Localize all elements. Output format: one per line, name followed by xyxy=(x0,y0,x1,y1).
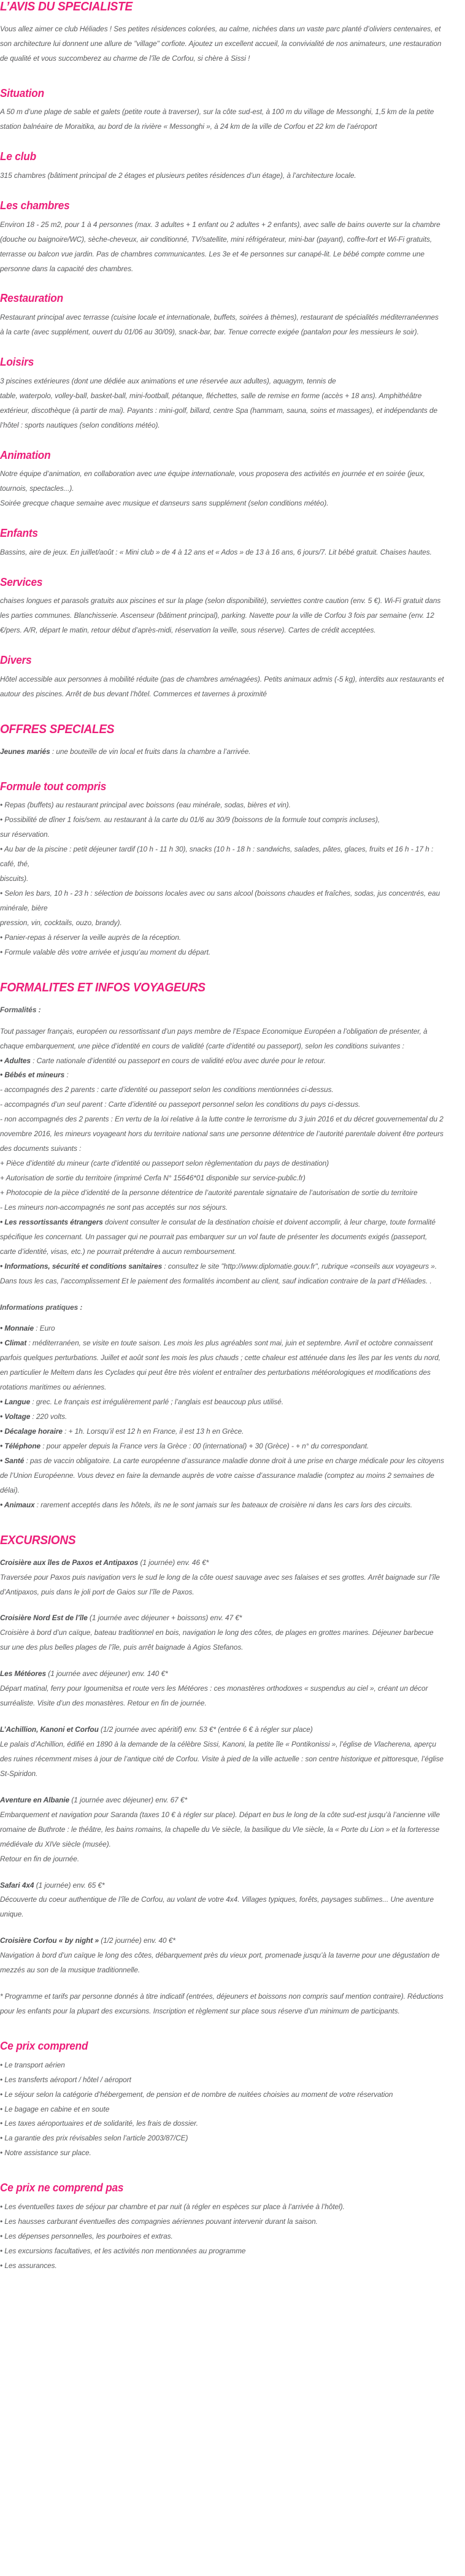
section-title-divers: Divers xyxy=(0,653,32,667)
section-title-ne-comprend-pas: Ce prix ne comprend pas xyxy=(0,2181,124,2194)
information-pratique-lead: • Voltage xyxy=(0,1412,31,1421)
information-pratique-rest: : méditerranéen, se visite en toute saison. Les mois les plus agréables sont mai, juin et septembre. Avril et octobre connaissent parfois quelques perturbations. Juillet et août sont les mois les plus chauds ; cette chaleur est atténuée dans les îles par les vents du nord, en particulier le Meltem dans les Cyclades qui peut être très violent et entraîner des perturbations météorologiques et modifications des rotations maritimes ou aériennes. xyxy=(0,1339,441,1392)
information-pratique-item xyxy=(0,1454,444,1498)
spacer xyxy=(0,2274,465,2290)
spacer xyxy=(0,1867,465,1878)
information-pratique-item xyxy=(0,1395,444,1410)
section-ce-prix-comprend xyxy=(0,2040,465,2161)
excursion-name: Aventure en Albanie xyxy=(0,1795,70,1804)
chambres-text: Environ 18 - 25 m2, pour 1 à 4 personnes (max. 3 adultes + 1 enfant ou 2 adultes + 2 enfants), avec salle de bains ouverte sur la chambre (douche ou baignoire/WC), sèche-cheveux, air conditionné, TV/satellite, mini réfrigérateur, mini-bar (payant), coffre-fort et Wi-Fi gratuits, terrasse ou balcon vue jardin. Pas de chambres communicantes. Les 3e et 4e personnes sur canapé-lit. Le bébé compte comme une personne dans la capacité des chambres. xyxy=(0,220,440,273)
spacer xyxy=(0,1315,465,1321)
excursion-heading xyxy=(0,1934,444,1948)
excursion-meta: (1 journée avec déjeuner) env. 140 €* xyxy=(46,1669,168,1678)
formule-bullet: biscuits). xyxy=(0,874,29,883)
loisirs-line-2: table, waterpolo, volley-ball, basket-ball, mini-football, pétanque, fléchettes, salle de remise en forme (accès + 18 ans). Amphithéâtre extérieur, discothèque (à partir de mai). Payants : mini-golf, billard, centre Spa (hammam, sauna, soins et massages), et indépendants de l’hôtel : sports nautiques (selon conditions météo). xyxy=(0,391,438,429)
formule-bullet: • Formule valable dès votre arrivée et jusqu’au moment du départ. xyxy=(0,947,211,956)
divers-text: Hôtel accessible aux personnes à mobilité réduite (pas de chambres aménagées). Petits animaux admis (-5 kg), interdits aux restaurants et autour des piscines. Arrêt de bus devant l’hôtel. Commerces et tavernes à proximité xyxy=(0,674,444,698)
section-title-animation: Animation xyxy=(0,448,51,461)
section-animation xyxy=(0,449,465,512)
restauration-line-2: à la carte (avec supplément, ouvert du 01/06 au 30/09), snack-bar, bar. Tenue correcte exigée (pantalon pour les messieurs le soir). xyxy=(0,328,419,337)
formule-bullet-list xyxy=(0,798,465,959)
informations-pratiques-list xyxy=(0,1321,465,1512)
formalites-etrangers-rest: doivent consulter le consulat de la destination choisie et doivent accomplir, à leur charge, toute formalité spécifique les concernant. Un passager qui ne pourrait pas embarquer sur un vol faute de présenter les documents exigés (passeport, carte d’identité, visas, etc.) ne pourrait prétendre à aucun remboursement. xyxy=(0,1217,436,1256)
formalites-bebes-item: + Autorisation de sortie du territoire (imprimé Cerfa N° 15646*01 disponible sur service-public.fr) xyxy=(0,1174,306,1183)
excursion-item xyxy=(0,1723,465,1782)
comprend-list xyxy=(0,2058,465,2161)
section-title-enfants: Enfants xyxy=(0,526,38,540)
information-pratique-rest: : rarement acceptés dans les hôtels, ils ne le sont jamais sur les bateaux de croisière ni dans les cars lors des circuits. xyxy=(34,1500,413,1509)
formalites-bebes-lead: • Bébés et mineurs xyxy=(0,1071,65,1080)
section-title-services: Services xyxy=(0,575,43,588)
excursion-heading xyxy=(0,1723,444,1737)
formalites-adultes-rest: : Carte nationale d’identité ou passeport en cours de validité et/ou avec durée pour le retour. xyxy=(30,1056,326,1065)
formalites-infos-lead: • Informations, sécurité et conditions sanitaires xyxy=(0,1261,163,1271)
formalites-adultes-lead: • Adultes xyxy=(0,1056,31,1065)
information-pratique-item xyxy=(0,1336,444,1395)
information-pratique-rest: : pour appeler depuis la France vers la Grèce : 00 (international) + 30 (Grèce) - + n° du correspondant. xyxy=(40,1441,369,1450)
formalites-bebes-item: + Photocopie de la pièce d’identité de la personne détentrice de l’autorité parentale signataire de l’autorisation de sortie du territoire xyxy=(0,1188,418,1197)
section-formalites xyxy=(0,981,465,1513)
excursion-name: Safari 4x4 xyxy=(0,1880,34,1890)
section-title-formalites: FORMALITES ET INFOS VOYAGEURS xyxy=(0,980,206,994)
excursion-heading xyxy=(0,1667,444,1682)
information-pratique-lead: • Décalage horaire xyxy=(0,1427,63,1436)
animation-line-2: Soirée grecque chaque semaine avec musique et danseurs sans supplément (selon conditions météo). xyxy=(0,499,329,508)
formule-bullet: pression, vin, cocktails, ouzo, brandy). xyxy=(0,918,122,927)
section-title-avis: L’AVIS DU SPECIALISTE xyxy=(0,0,133,13)
excursion-name: Croisière aux îles de Paxos et Antipaxos xyxy=(0,1558,139,1567)
excursion-meta: (1/2 journée avec apéritif) env. 53 €* (entrée 6 € à régler sur place) xyxy=(98,1725,313,1734)
formalites-bebes xyxy=(0,1068,444,1083)
avis-text: Vous allez aimer ce club Héliades ! Ses petites résidences colorées, au calme, nichées dans un vaste parc planté d’oliviers centenaires, et son architecture lui donnent une allure de "village" corfiote. Ajoutez un excellent accueil, la convivialité de nos animateurs, une restauration de qualité et vous succomberez au charme de l’île de Corfou, si chère à Sissi ! xyxy=(0,24,442,63)
spacer xyxy=(0,702,465,723)
information-pratique-rest: : + 1h. Lorsqu’il est 12 h en France, il est 13 h en Grèce. xyxy=(62,1427,244,1436)
formalites-bebes-item: - Les mineurs non-accompagnés ne sont pas acceptés sur nos séjours. xyxy=(0,1202,228,1212)
excursion-description: Embarquement et navigation pour Saranda (taxes 10 € à régler sur place). Départ en bus le long de la côte sud-est jusqu’à l’ancienne ville romaine de Buthrote : le théâtre, les bains romains, la chapelle du Ve siècle, la basilique du VIe siècle, la « Porte du Lion » et la forteresse médiévale du XIVe siècle (musée). xyxy=(0,1810,440,1848)
section-restauration xyxy=(0,292,465,340)
restauration-line-1: Restaurant principal avec terrasse (cuisine locale et internationale, buffets, soirées à thèmes), restaurant de spécialités méditerranéennes xyxy=(0,313,439,322)
information-pratique-item xyxy=(0,1321,444,1336)
spacer xyxy=(0,134,465,150)
enfants-text: Bassins, aire de jeux. En juillet/août : « Mini club » de 4 à 12 ans et « Ados » de 13 à 16 ans, 6 jours/7. Lit bébé gratuit. Chaises hautes. xyxy=(0,547,432,556)
excursion-item xyxy=(0,1793,465,1867)
section-title-loisirs: Loisirs xyxy=(0,355,34,369)
excursion-heading xyxy=(0,1793,444,1808)
excursion-meta: (1 journée) env. 46 €* xyxy=(138,1558,209,1567)
spacer xyxy=(0,433,465,449)
spacer xyxy=(0,511,465,527)
section-avis-du-specialiste xyxy=(0,0,465,66)
information-pratique-item xyxy=(0,1410,444,1424)
spacer xyxy=(0,1978,465,1990)
excursion-item xyxy=(0,1556,465,1600)
section-title-situation: Situation xyxy=(0,86,44,99)
formalites-etrangers-lead: • Les ressortissants étrangers xyxy=(0,1217,103,1226)
information-pratique-lead: • Animaux xyxy=(0,1500,35,1509)
excursion-description: Traversée pour Paxos puis navigation vers le sud le long de la côte ouest sauvage avec ses falaises et ses grottes. Arrêt baignade sur l’île d’Antipaxos, puis dans le joli port de Gaios sur l’île de Paxos. xyxy=(0,1572,440,1596)
excursion-meta: (1 journée avec déjeuner) env. 67 €* xyxy=(69,1795,188,1804)
section-title-excursions: EXCURSIONS xyxy=(0,1532,76,1547)
formalites-bebes-item: - accompagnés des 2 parents : carte d’identité ou passeport selon les conditions mentionnées ci-dessus. xyxy=(0,1085,334,1094)
excursion-item xyxy=(0,1934,465,1978)
club-text: 315 chambres (bâtiment principal de 2 étages et plusieurs petites résidences d’un étage), à l’architecture locale. xyxy=(0,171,356,180)
ne-comprend-pas-item: • Les assurances. xyxy=(0,2261,57,2270)
spacer xyxy=(0,1289,465,1301)
excursion-heading xyxy=(0,1611,444,1626)
comprend-item: • Notre assistance sur place. xyxy=(0,2148,91,2158)
formalites-bebes-item: + Pièce d’identité du mineur (carte d’identité ou passeport selon règlementation du pays de destination) xyxy=(0,1159,329,1168)
spacer xyxy=(0,1513,465,1534)
information-pratique-rest: : pas de vaccin obligatoire. La carte européenne d’assurance maladie donne droit à une prise en charge médicale pour les citoyens de l’Union Européenne. Vous devez en faire la demande auprès de votre caisse d’assurance maladie (comptez au moins 2 semaines de délai). xyxy=(0,1456,444,1494)
formalites-bebes-item: - non accompagnés des 2 parents : En vertu de la loi relative à la lutte contre le terrorisme du 3 juin 2016 et du décret gouvernemental du 2 novembre 2016, les mineurs voyageant hors du territoire national sans une personne détentrice de l’autorité parentale doivent être porteurs des documents suivants : xyxy=(0,1115,444,1153)
formalites-bebes-list xyxy=(0,1083,465,1215)
excursion-name: Les Météores xyxy=(0,1669,47,1678)
ne-comprend-pas-list xyxy=(0,2200,465,2274)
section-services xyxy=(0,576,465,639)
section-situation xyxy=(0,87,465,135)
information-pratique-rest: : Euro xyxy=(34,1324,55,1333)
offres-item-lead: Jeunes mariés xyxy=(0,747,50,756)
formule-bullet: • Possibilité de dîner 1 fois/sem. au restaurant à la carte du 01/6 au 30/9 (boissons de la formule tout compris incluses), xyxy=(0,815,380,825)
comprend-item: • La garantie des prix révisables selon l’article 2003/87/CE) xyxy=(0,2134,188,2143)
excursion-list xyxy=(0,1556,465,1978)
formalites-bebes-rest: : xyxy=(64,1071,69,1080)
information-pratique-lead: • Climat xyxy=(0,1339,27,1348)
spacer xyxy=(0,960,465,981)
excursion-name: Croisière Nord Est de l’île xyxy=(0,1613,88,1623)
services-text: chaises longues et parasols gratuits aux piscines et sur la plage (selon disponibilité), serviettes contre caution (env. 5 €). Wi-Fi gratuit dans les parties communes. Blanchisserie. Ascenseur (bâtiment principal), parking. Navette pour la ville de Corfou 3 fois par semaine (env. 12 €/pers. A/R, départ le matin, retour début d’après-midi, réservation la veille, sous réserve). Cartes de crédit acceptées. xyxy=(0,596,441,635)
formalites-subtitle-pratiques: Informations pratiques : xyxy=(0,1302,83,1312)
spacer xyxy=(0,1599,465,1611)
excursions-footnote: * Programme et tarifs par personne donnés à titre indicatif (entrées, déjeuners et boissons non compris sauf mention contraire). Réductions pour les enfants pour la plupart des excursions. Inscription et règlement sur place sous réserve d’un minimum de participants. xyxy=(0,1992,444,2016)
formalites-etrangers xyxy=(0,1215,444,1259)
excursion-description: Navigation à bord d’un caïque le long des côtes, débarquement près du vieux port, promenade jusqu’à la taverne pour une dégustation de mezzés au son de la musique traditionnelle. xyxy=(0,1951,440,1975)
excursion-heading xyxy=(0,1556,444,1571)
information-pratique-item xyxy=(0,1498,444,1513)
offres-item xyxy=(0,745,444,759)
spacer xyxy=(0,1922,465,1934)
formalites-infos-rest: : consultez le site "http://www.diplomatie.gouv.fr", rubrique «conseils aux voyageurs ». Dans tous les cas, l’accomplissement Et le paiement des formalités incombent au client, sauf indication contraire de la part d’Héliades. . xyxy=(0,1261,437,1285)
ne-comprend-pas-item: • Les dépenses personnelles, les pourboires et extras. xyxy=(0,2231,173,2240)
spacer xyxy=(0,340,465,356)
formalites-subtitle-formalites: Formalités : xyxy=(0,1005,41,1014)
excursion-meta: (1 journée avec déjeuner + boissons) env. 47 €* xyxy=(87,1613,242,1623)
section-title-club: Le club xyxy=(0,150,36,163)
animation-line-1: Notre équipe d’animation, en collaboration avec une équipe internationale, vous proposera des activités en journée et en soirée (jeux, tournois, spectacles...). xyxy=(0,469,425,493)
excursion-heading xyxy=(0,1878,444,1893)
formule-bullet: • Repas (buffets) au restaurant principal avec boissons (eau minérale, sodas, bières et vin). xyxy=(0,801,291,810)
section-les-chambres xyxy=(0,199,465,276)
information-pratique-lead: • Santé xyxy=(0,1456,25,1465)
excursion-description: Le palais d’Achillion, édifié en 1890 à la demande de la célèbre Sissi, Kanoni, la petite île « Pontikonissi », l’église de Vlacherena, aperçu des ruines récemment mises à jour de l’antique cité de Corfou. Visite à pied de la ville actuelle : son centre historique et pittoresque, l’église St-Spiridon. xyxy=(0,1740,444,1778)
excursion-description: Départ matinal, ferry pour Igoumenitsa et route vers les Météores : ces monastères orthodoxes « suspendus au ciel », créant un décor surréaliste. Visite d’un des monastères. Retour en fin de journée. xyxy=(0,1684,428,1708)
section-title-restauration: Restauration xyxy=(0,291,63,305)
spacer xyxy=(0,560,465,576)
excursion-meta: (1 journée) env. 65 €* xyxy=(34,1880,105,1890)
information-pratique-item xyxy=(0,1424,444,1439)
ne-comprend-pas-item: • Les éventuelles taxes de séjour par chambre et par nuit (à régler en espèces sur place à l’arrivée à l’hôtel). xyxy=(0,2202,345,2211)
spacer xyxy=(0,759,465,780)
section-offres-speciales xyxy=(0,723,465,759)
section-formule-tout-compris xyxy=(0,780,465,960)
spacer xyxy=(0,1782,465,1793)
formule-bullet: • Selon les bars, 10 h - 23 h : sélection de boissons locales avec ou sans alcool (boissons chaudes et fraîches, sodas, jus concentrés, eau minérale, bière xyxy=(0,889,440,913)
spacer xyxy=(0,1655,465,1667)
information-pratique-rest: : 220 volts. xyxy=(30,1412,67,1421)
comprend-item: • Le transport aérien xyxy=(0,2060,65,2069)
section-excursions xyxy=(0,1534,465,2019)
excursion-item xyxy=(0,1878,465,1923)
comprend-item: • Le séjour selon la catégorie d’hébergement, de pension et de nombre de nuitées choisies au moment de votre réservation xyxy=(0,2090,393,2099)
section-divers xyxy=(0,654,465,702)
section-loisirs xyxy=(0,356,465,433)
formule-bullet: sur réservation. xyxy=(0,830,50,839)
excursion-item xyxy=(0,1667,465,1711)
excursion-name: L’Achillion, Kanoni et Corfou xyxy=(0,1725,99,1734)
spacer xyxy=(0,183,465,199)
ne-comprend-pas-item: • Les hausses carburant éventuelles des compagnies aériennes pouvant intervenir durant la saison. xyxy=(0,2217,318,2226)
excursion-meta: (1/2 journée) env. 40 €* xyxy=(99,1936,175,1945)
spacer xyxy=(0,66,465,87)
situation-text: A 50 m d’une plage de sable et galets (petite route à traverser), sur la côte sud-est, à 100 m du village de Messonghi, 1,5 km de la petite station balnéaire de Moraitika, au bord de la rivière « Messonghi », à 24 km de la ville de Corfou et 22 km de l’aéroport xyxy=(0,107,434,131)
excursion-name: Croisière Corfou « by night » xyxy=(0,1936,99,1945)
excursion-description: Découverte du coeur authentique de l’île de Corfou, au volant de votre 4x4. Villages typiques, forêts, paysages sublimes... Une aventure unique. xyxy=(0,1895,434,1919)
spacer xyxy=(0,1711,465,1723)
formalites-infos-sanitaires xyxy=(0,1259,444,1289)
information-pratique-lead: • Téléphone xyxy=(0,1441,41,1450)
section-title-formule: Formule tout compris xyxy=(0,779,107,793)
spacer xyxy=(0,1018,465,1025)
excursion-description-cont: Retour en fin de journée. xyxy=(0,1854,80,1863)
spacer xyxy=(0,2161,465,2182)
information-pratique-lead: • Langue xyxy=(0,1398,31,1407)
spacer xyxy=(0,2019,465,2040)
comprend-item: • Les taxes aéroportuaires et de solidarité, les frais de dossier. xyxy=(0,2119,198,2128)
comprend-item: • Le bagage en cabine et en soute xyxy=(0,2104,110,2113)
loisirs-line-1: 3 piscines extérieures (dont une dédiée aux animations et une réservée aux adultes), aquagym, tennis de xyxy=(0,376,336,385)
section-ce-prix-ne-comprend-pas xyxy=(0,2182,465,2273)
section-title-chambres: Les chambres xyxy=(0,199,70,212)
excursion-item xyxy=(0,1611,465,1655)
section-le-club xyxy=(0,150,465,183)
information-pratique-rest: : grec. Le français est irrégulièrement parlé ; l’anglais est beaucoup plus utilisé. xyxy=(30,1398,284,1407)
spacer xyxy=(0,638,465,654)
section-title-offres: OFFRES SPECIALES xyxy=(0,721,115,736)
section-enfants xyxy=(0,527,465,560)
information-pratique-item xyxy=(0,1439,444,1454)
formalites-bebes-item: - accompagnés d’un seul parent : Carte d’identité ou passeport personnel selon les conditions du pays ci-dessus. xyxy=(0,1100,361,1109)
section-title-comprend: Ce prix comprend xyxy=(0,2039,88,2052)
excursion-description: Croisière à bord d’un caïque, bateau traditionnel en bois, navigation le long des côtes, de plages en grottes marines. Déjeuner barbecue sur une des plus belles plages de l’île, puis arrêt baignade à Agios Stefanos. xyxy=(0,1628,434,1652)
formule-bullet: • Panier-repas à réserver la veille auprès de la réception. xyxy=(0,932,182,942)
formalites-intro: Tout passager français, européen ou ressortissant d’un pays membre de l’Espace Economique Européen a l’obligation de présenter, à chaque embarquement, une pièce d’identité en cours de validité (carte d’identité ou passeport), selon les conditions suivantes : xyxy=(0,1026,428,1050)
ne-comprend-pas-item: • Les excursions facultatives, et les activités non mentionnées au programme xyxy=(0,2246,246,2255)
formule-bullet: • Au bar de la piscine : petit déjeuner tardif (10 h - 11 h 30), snacks (10 h - 18 h : sandwichs, salades, pâtes, glaces, fruits et 16 h - 17 h : café, thé, xyxy=(0,845,434,869)
comprend-item: • Les transferts aéroport / hôtel / aéroport xyxy=(0,2075,131,2084)
information-pratique-lead: • Monnaie xyxy=(0,1324,34,1333)
offres-item-rest: : une bouteille de vin local et fruits dans la chambre a l’arrivée. xyxy=(50,747,251,756)
spacer xyxy=(0,276,465,292)
formalites-adultes xyxy=(0,1054,444,1069)
